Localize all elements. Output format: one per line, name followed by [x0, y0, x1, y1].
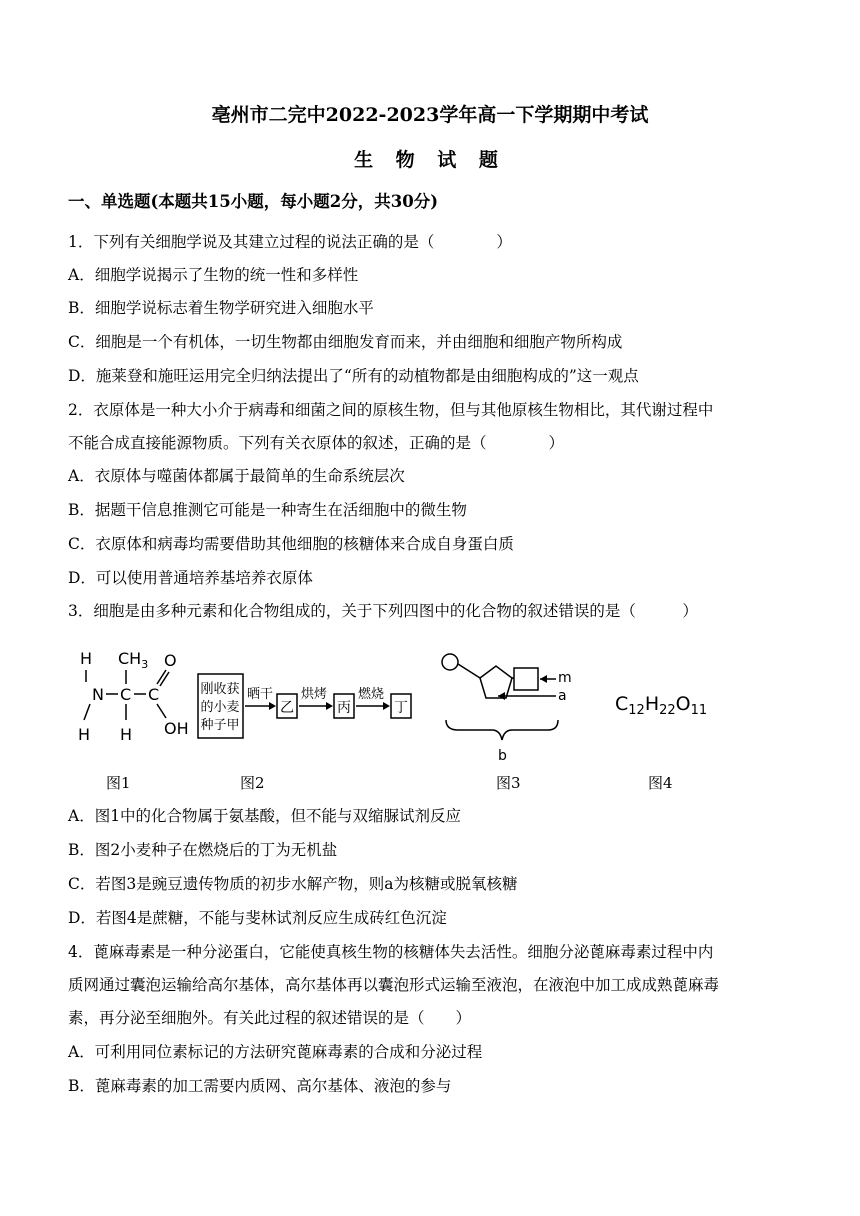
sucrose-formula: $C_{12}H_{22}O_{11}$ — [615, 693, 708, 718]
svg-text:乙: 乙 — [280, 700, 294, 716]
question-1-option-a: A．细胞学说揭示了生物的统一性和多样性 — [68, 266, 359, 284]
question-1-stem: 1．下列有关细胞学说及其建立过程的说法正确的是（ ） — [68, 233, 512, 251]
step-label: 燃烧 — [357, 687, 385, 702]
atom-h: H — [78, 725, 91, 744]
question-1-option-c: C．细胞是一个有机体，一切生物都由细胞发育而来，并由细胞和细胞产物所构成 — [68, 333, 623, 351]
figure-2-flow — [198, 674, 411, 738]
question-4-stem-line-3: 素，再分泌至细胞外。有关此过程的叙述错误的是（ ） — [68, 1009, 472, 1027]
question-3-option-d: D．若图4是蔗糖，不能与斐林试剂反应生成砖红色沉淀 — [68, 909, 447, 927]
svg-text:丁: 丁 — [394, 700, 408, 716]
atom-h: H — [80, 649, 93, 668]
phosphate-circle — [442, 654, 458, 670]
figure-1-label: 图1 — [106, 774, 131, 792]
question-3-stem: 3．细胞是由多种元素和化合物组成的，关于下列四图中的化合物的叙述错误的是（ ） — [68, 602, 698, 620]
base-box — [514, 668, 538, 690]
question-2-option-a: A．衣原体与噬菌体都属于最简单的生命系统层次 — [68, 467, 405, 485]
svg-text:刚收获: 刚收获 — [200, 682, 240, 697]
question-1-option-d: D．施莱登和施旺运用完全归纳法提出了“所有的动植物都是由细胞构成的”这一观点 — [68, 367, 639, 385]
figure-row — [0, 636, 860, 766]
exam-title: 亳州市二完中2022-2023学年高一下学期期中考试 — [211, 104, 649, 126]
pentose-ring — [480, 666, 512, 698]
exam-subtitle: 生 物 试 题 — [354, 149, 506, 171]
brace-b — [446, 720, 558, 740]
label-m: m — [558, 670, 572, 686]
question-2-option-b: B．据题干信息推测它可能是一种寄生在活细胞中的微生物 — [68, 501, 467, 519]
question-2-option-d: D．可以使用普通培养基培养衣原体 — [68, 569, 313, 587]
step-label: 晒干 — [246, 687, 274, 702]
question-2-stem-line-1: 2．衣原体是一种大小介于病毒和细菌之间的原核生物，但与其他原核生物相比，其代谢过程中 — [68, 401, 714, 419]
question-2-option-c: C．衣原体和病毒均需要借助其他细胞的核糖体来合成自身蛋白质 — [68, 535, 514, 553]
figure-2-label: 图2 — [240, 774, 265, 792]
svg-text:种子甲: 种子甲 — [200, 718, 240, 733]
step-label: 烘烤 — [300, 687, 328, 702]
atom-h: H — [120, 725, 133, 744]
atom-c: C — [148, 685, 160, 704]
figure-4-formula — [615, 693, 707, 718]
svg-text:的小麦: 的小麦 — [200, 700, 240, 715]
group-ch3: $CH_3$ — [118, 649, 149, 671]
figure-4-label: 图4 — [648, 774, 673, 792]
question-3-option-b: B．图2小麦种子在燃烧后的丁为无机盐 — [68, 841, 338, 859]
atom-n: N — [92, 685, 104, 704]
label-a: a — [558, 688, 567, 704]
question-4-option-a: A．可利用同位素标记的方法研究蓖麻毒素的合成和分泌过程 — [68, 1043, 483, 1061]
figure-1-amino-acid — [78, 649, 189, 744]
question-4-stem-line-1: 4．蓖麻毒素是一种分泌蛋白，它能使真核生物的核糖体失去活性。细胞分泌蓖麻毒素过程中内 — [68, 943, 714, 961]
question-3-option-c: C．若图3是豌豆遗传物质的初步水解产物，则a为核糖或脱氧核糖 — [68, 875, 518, 893]
question-2-stem-line-2: 不能合成直接能源物质。下列有关衣原体的叙述，正确的是（ ） — [68, 434, 565, 452]
question-3-option-a: A．图1中的化合物属于氨基酸，但不能与双缩脲试剂反应 — [68, 807, 462, 825]
label-b: b — [498, 748, 507, 764]
atom-c: C — [120, 685, 132, 704]
group-oh: OH — [164, 719, 189, 738]
question-4-option-b: B．蓖麻毒素的加工需要内质网、高尔基体、液泡的参与 — [68, 1077, 452, 1095]
figure-3-nucleotide — [442, 654, 572, 764]
atom-o: O — [164, 651, 177, 670]
question-1-option-b: B．细胞学说标志着生物学研究进入细胞水平 — [68, 299, 374, 317]
figure-3-label: 图3 — [496, 774, 521, 792]
question-4-stem-line-2: 质网通过囊泡运输给高尔基体，高尔基体再以囊泡形式运输至液泡，在液泡中加工成成熟蓖麻毒 — [68, 976, 720, 994]
svg-text:丙: 丙 — [337, 700, 351, 716]
section-heading: 一、单选题(本题共15小题，每小题2分，共30分) — [68, 192, 439, 211]
